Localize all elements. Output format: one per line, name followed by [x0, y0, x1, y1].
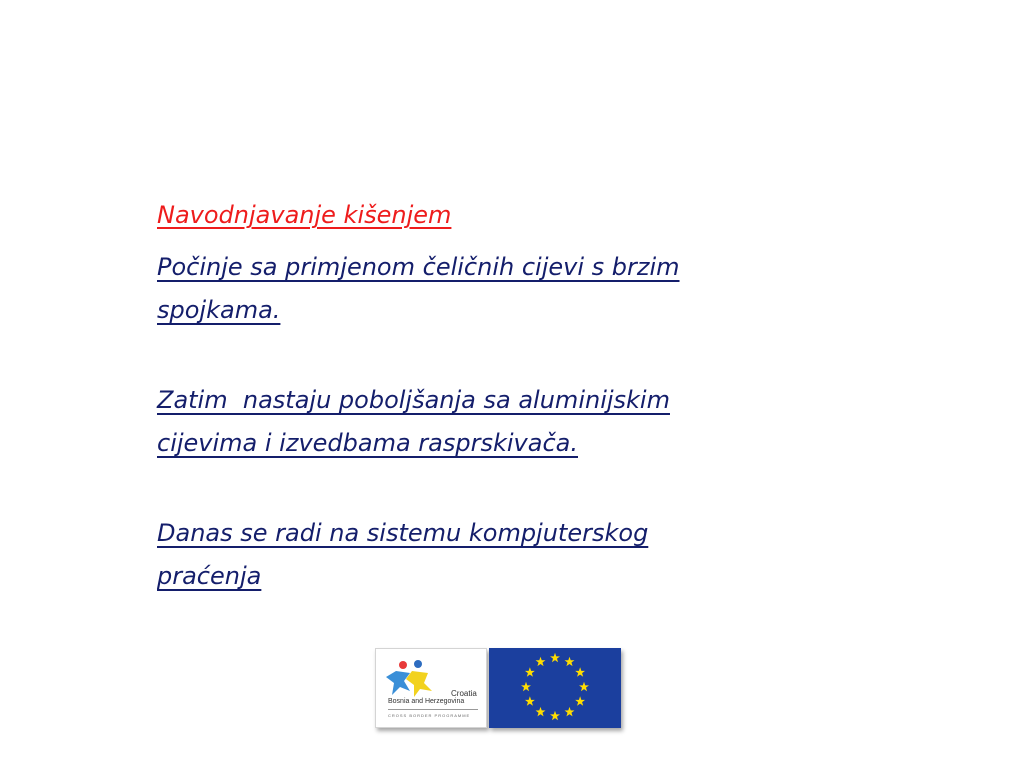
paragraph-line: Počinje sa primjenom čeličnih cijevi s brzim [157, 253, 680, 281]
logo-country-bih: Bosnia and Herzegovina [388, 698, 465, 705]
eu-star-icon [525, 667, 535, 676]
paragraph-line: Zatim nastaju poboljšanja sa aluminijskim [157, 386, 670, 414]
footer-logos [375, 648, 621, 728]
logo-divider [388, 709, 478, 710]
cross-border-programme-logo [375, 648, 487, 728]
paragraph-line: praćenja [157, 562, 262, 590]
slide-content [157, 198, 887, 598]
paragraph-steel-pipes [157, 246, 887, 332]
eu-star-icon [575, 667, 585, 676]
paragraph-line: cijevima i izvedbama rasprskivača. [157, 429, 578, 457]
programme-figures-icon [386, 657, 446, 701]
eu-star-icon [536, 657, 546, 666]
paragraph-line: Danas se radi na sistemu kompjuterskog [157, 519, 649, 547]
logo-country-croatia: Croatia [451, 689, 477, 698]
eu-star-icon [521, 682, 531, 691]
eu-star-icon [575, 696, 585, 705]
logo-programme-name: CROSS BORDER PROGRAMME [388, 713, 471, 718]
eu-flag [489, 648, 621, 728]
eu-star-icon [579, 682, 589, 691]
eu-star-icon [565, 707, 575, 716]
eu-star-icon [536, 707, 546, 716]
paragraph-line: spojkama. [157, 296, 281, 324]
eu-star-icon [550, 653, 560, 662]
eu-star-icon [525, 696, 535, 705]
paragraph-aluminium-pipes [157, 379, 887, 465]
eu-stars-icon [489, 648, 621, 728]
eu-star-icon [565, 657, 575, 666]
eu-star-icon [550, 711, 560, 720]
paragraph-computer-monitoring [157, 512, 887, 598]
slide-title: Navodnjavanje kišenjem [157, 201, 452, 229]
